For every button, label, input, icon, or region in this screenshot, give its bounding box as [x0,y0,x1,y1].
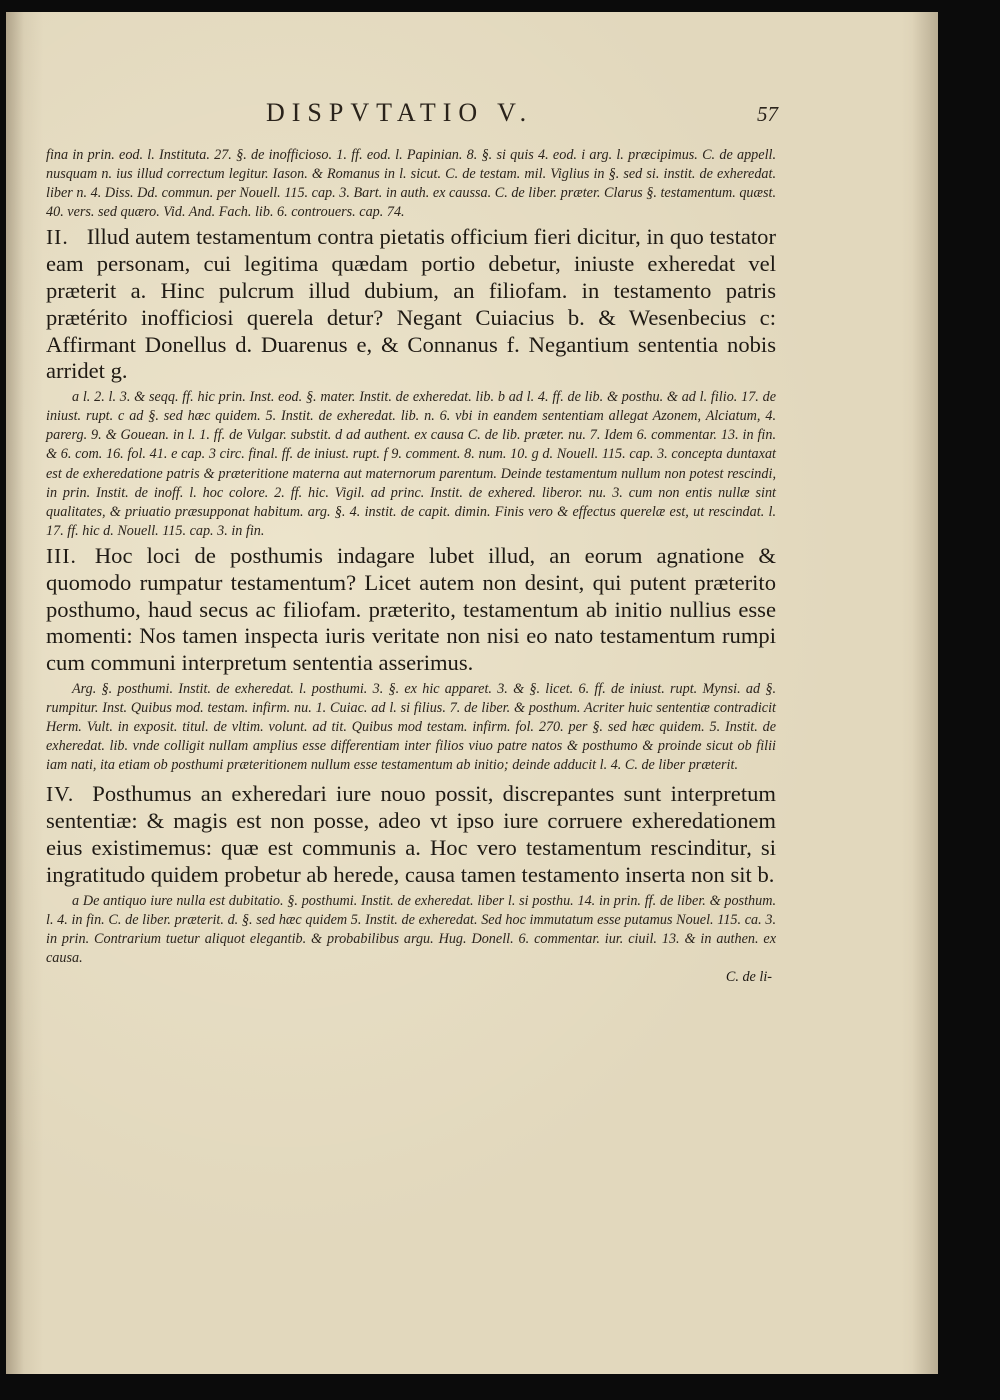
thesis-paragraph-2 [46,224,776,385]
thesis-text: Illud autem testamentum contra pietatis officium fieri dicitur, in quo testator eam personam, cui legitima quædam portio debetur, iniuste exheredat vel præterit a. Hinc pulcrum illud dubium, an filiofam. in testamento patris prætérito inofficiosi querela detur? Negant Cuiacius b. & Wesenbecius c: Affirmant Donellus d. Duarenus e, & Connanus f. Negantium sententia nobis arridet g. [46,224,776,384]
page-header [256,98,776,130]
binding-shadow [6,12,24,1374]
thesis-text: Posthumus an exheredari iure nouo possit, discrepantes sunt interpretum sententiæ: & magis est non posse, adeo vt ipso iure corruere exheredationem eius existimemus: quæ est communis a. Hoc vero testamentum rescinditur, si ingratitudo quidem probetur ab herede, causa tamen testamento inserta non sit b. [46,781,776,887]
catchword: C. de li- [725,968,772,985]
thesis-number: II. [46,225,69,250]
thesis-paragraph-4 [46,781,776,888]
footnote-block-1: fina in prin. eod. l. Instituta. 27. §. de inofficioso. 1. ff. eod. l. Papinian. 8. §. si quis 4. eod. i arg. l. præcipimus. C. de appell. nusquam n. ius illud correctum legitur. Iason. & Romanus in l. sicut. C. de testam. mil. Viglius in §. sed si. instit. de exheredat. liber n. 4. Diss. Dd. commun. per Nouell. 115. cap. 3. Bart. in auth. ex caussa. C. de liber. præter. Clarus §. testamentum. quæst. 40. vers. sed quæro. Vid. And. Fach. lib. 6. controuers. cap. 74. [46,147,776,221]
footnote-block-3: Arg. §. posthumi. Instit. de exheredat. l. posthumi. 3. §. ex hic apparet. 3. & §. licet. 6. ff. de iniust. rupt. Mynsi. ad §. rumpitur. Inst. Quibus mod. testam. infirm. nu. 1. Cuiac. ad l. si filius. 7. de liber. & posthum. Acriter huic sententiæ contradicit Herm. Vult. in exposit. titul. de vltim. volunt. ad tit. Quibus mod testam. infirm. fol. 270. per §. sed hæc quidem. 5. Instit. de exheredat. lib. vnde colligit nullam amplius esse differentiam inter filios viuo patre natos & posthumo & proinde sicut ob filii iam nati, ita etiam ob posthumi præteritionem nullum esse testamentum ab initio; deinde adducit l. 4. C. de liber præterit. [46,680,776,774]
page-number: 57 [757,102,778,126]
book-page [6,12,938,1374]
thesis-paragraph-3 [46,543,776,677]
thesis-number: IV. [46,782,75,807]
running-title: DISPVTATIO V. [266,98,534,127]
thesis-text: Hoc loci de posthumis indagare lubet illud, an eorum agnatione & quomodo rumpatur testamentum? Licet autem non desint, qui putent præterito posthumo, haud secus ac filiofam. præterito, testamentum ab initio nullius esse momenti: Nos tamen inspecta iuris veritate non nisi eo nato testamentum rumpi cum communi interpretum sententia asserimus. [46,542,776,676]
footnote-block-4: a De antiquo iure nulla est dubitatio. §. posthumi. Instit. de exheredat. liber l. si posthu. 14. in prin. ff. de liber. & posthum. l. 4. in fin. C. de liber. præterit. d. §. sed hæc quidem 5. Instit. de exheredat. Sed hoc immutatum esse putamus Nouel. 115. ca. 3. in prin. Contrarium tuetur aliquot elegantib. & probabilibus argu. Hug. Donell. 6. commentar. iur. ciuil. 13. & in authen. ex causa. [46,892,776,966]
page-edge-shadow [912,12,938,1374]
footnote-block-2: a l. 2. l. 3. & seqq. ff. hic prin. Inst. eod. §. mater. Instit. de exheredat. lib. b ad l. 4. ff. de lib. & posthu. & ad l. filio. 17. de iniust. rupt. c ad §. sed hæc quidem. 5. Instit. de exheredat. lib. n. 6. vbi in eandem sententiam allegat Azonem, Alciatum, 4. parerg. 9. & Gouean. in l. 1. ff. de Vulgar. substit. d ad authent. ex causa C. de lib. præter. nu. 7. Idem 6. commentar. 13. in fin. & 6. com. 16. fol. 41. e cap. 3 circ. final. ff. de iniust. rupt. f 9. comment. 8. num. 10. g d. Nouell. 115. cap. 3. concepta duntaxat est de exheredatione patris & præteritione materna aut maternorum parentum. Deinde testamentum nullum non potest rescindi, in prin. Instit. de inoff. l. hoc colore. 2. ff. hic. Vigil. ad princ. Instit. de exhered. liberor. nu. 3. cum non entis nullæ sint qualitates, & priuatio præsupponat habitum. arg. §. 4. instit. de capit. dimin. Finis vero & effectus querelæ est, ut rescindat. l. 17. ff. hic d. Nouell. 115. cap. 3. in fin. [46,389,776,539]
thesis-number: III. [46,543,77,568]
text-body [46,146,776,987]
